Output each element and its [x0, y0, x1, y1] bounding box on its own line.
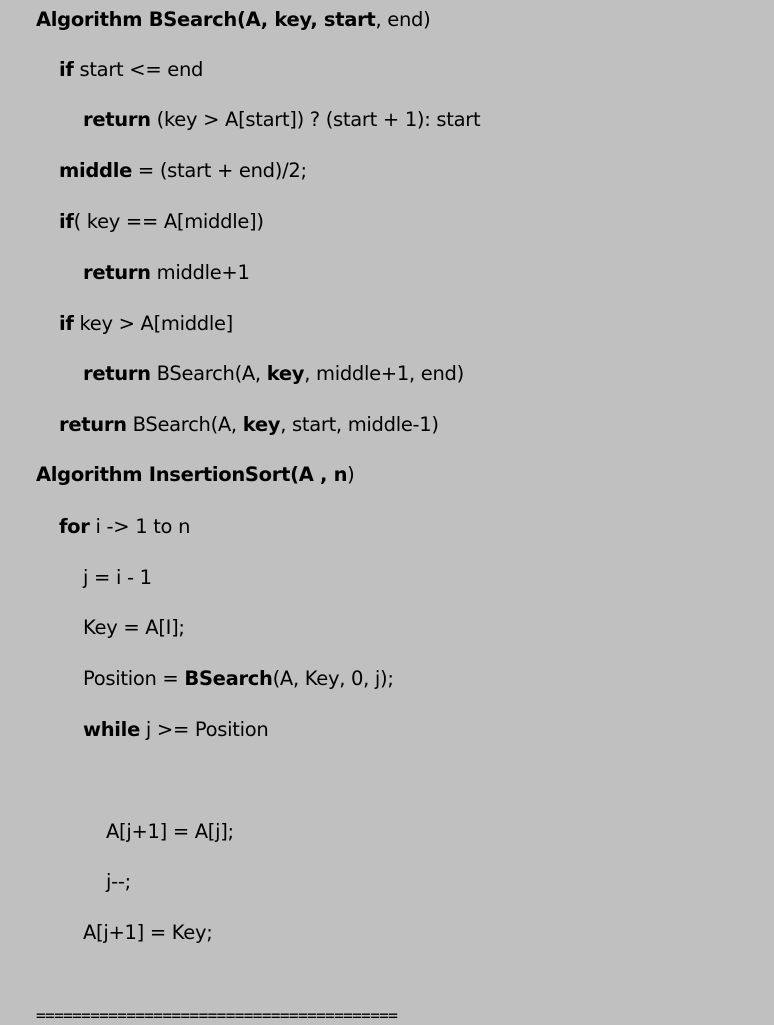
code-line-16: [106, 870, 131, 894]
code-line-12: [83, 616, 185, 640]
code-line-14: [83, 718, 268, 742]
code-segment: j >= Position: [140, 718, 269, 741]
code-segment: if: [59, 210, 74, 233]
code-segment: return: [83, 362, 151, 385]
code-line-13: [83, 667, 394, 691]
code-line-7: [83, 362, 464, 386]
code-line-11: [83, 566, 152, 590]
code-segment: A[j+1] = A[j];: [106, 820, 234, 843]
code-segment: , middle+1, end): [304, 362, 464, 385]
code-segment: key: [266, 362, 305, 385]
code-segment: Algorithm BSearch(A, key, start: [36, 8, 376, 31]
code-line-8: [59, 413, 439, 437]
code-line-4: [59, 210, 264, 234]
code-segment: , end): [375, 8, 431, 31]
code-segment: (A, Key, 0, j);: [272, 667, 394, 690]
code-segment: j = i - 1: [83, 566, 152, 589]
code-line-15: [106, 820, 234, 844]
code-segment: for: [59, 515, 90, 538]
code-segment: (key > A[start]) ? (start + 1): start: [150, 108, 481, 131]
code-line-17: [83, 921, 212, 945]
code-line-1: [59, 58, 203, 82]
code-segment: while: [83, 718, 140, 741]
code-segment: Key = A[I];: [83, 616, 185, 639]
code-segment: start <= end: [73, 58, 204, 81]
code-segment: return: [83, 261, 151, 284]
code-segment: , start, middle-1): [280, 413, 439, 436]
code-segment: A[j+1] = Key;: [83, 921, 213, 944]
code-line-10: [59, 515, 190, 539]
code-line-9: [36, 463, 354, 487]
code-segment: BSearch: [184, 667, 273, 690]
code-segment: return: [83, 108, 151, 131]
code-segment: = (start + end)/2;: [132, 159, 307, 182]
code-line-5: [83, 261, 250, 285]
code-segment: if: [59, 312, 74, 335]
code-segment: middle: [59, 159, 133, 182]
code-segment: ): [347, 463, 355, 486]
code-segment: BSearch(A,: [150, 362, 267, 385]
code-segment: middle+1: [150, 261, 250, 284]
code-segment: i -> 1 to n: [89, 515, 191, 538]
separator-line: ========================================: [36, 1006, 398, 1025]
code-line-3: [59, 159, 307, 183]
code-segment: key > A[middle]: [73, 312, 233, 335]
code-segment: if: [59, 58, 74, 81]
code-segment: ( key == A[middle]): [73, 210, 264, 233]
code-segment: return: [59, 413, 127, 436]
code-segment: key: [242, 413, 281, 436]
code-segment: Position =: [83, 667, 185, 690]
code-segment: Algorithm InsertionSort(A , n: [36, 463, 348, 486]
code-segment: BSearch(A,: [126, 413, 243, 436]
code-line-6: [59, 312, 233, 336]
code-line-2: [83, 108, 480, 132]
code-line-0: [36, 8, 430, 32]
code-segment: j--;: [106, 870, 131, 893]
